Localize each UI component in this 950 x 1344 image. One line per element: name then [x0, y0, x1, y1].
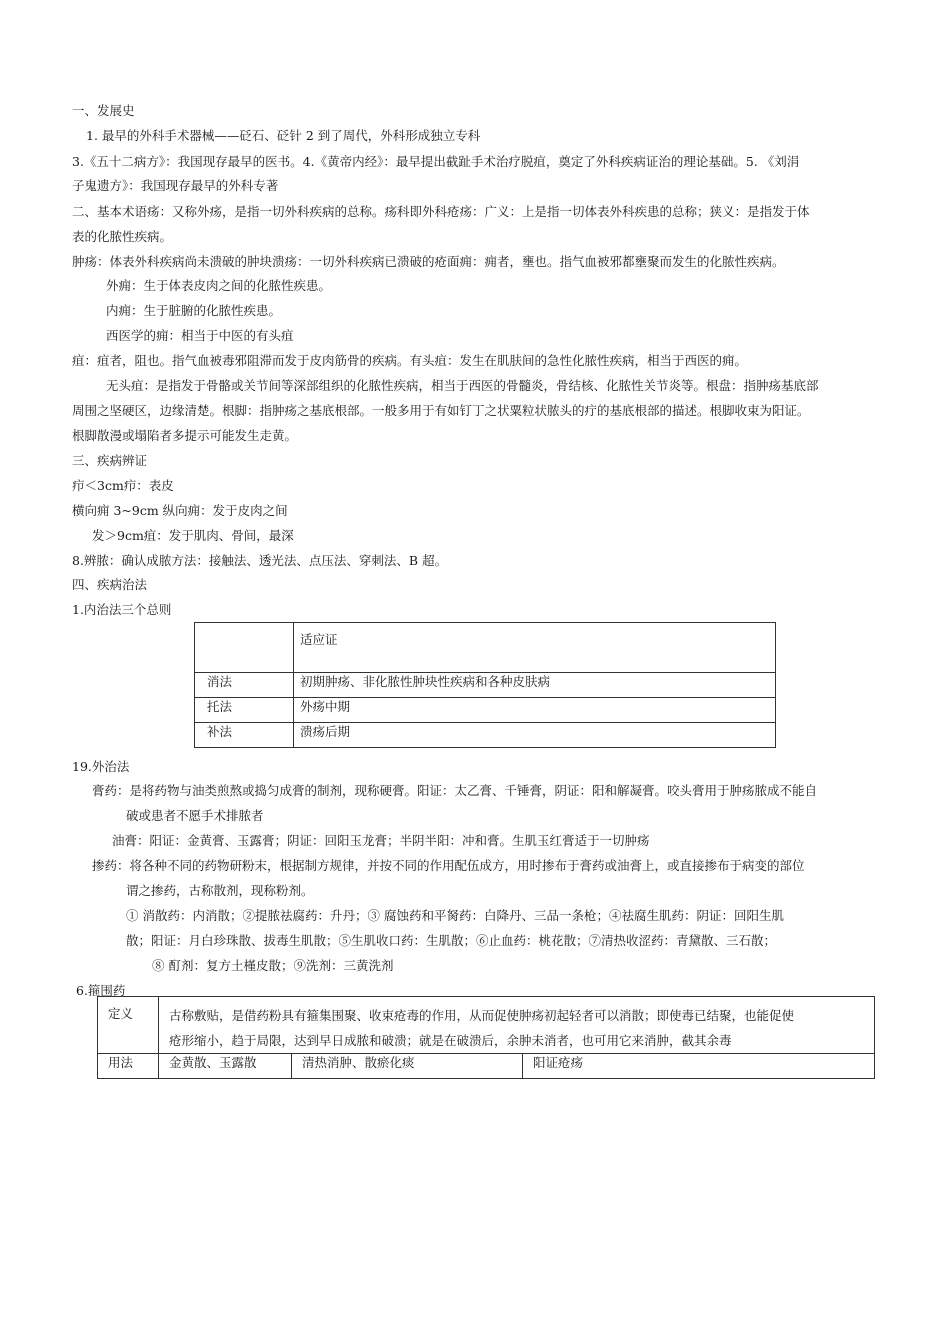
- table-cell: 消法: [195, 673, 294, 698]
- heading-diagnosis: 三、疾病辨证: [72, 453, 148, 468]
- text-line: 西医学的痈：相当于中医的有头疽: [106, 328, 294, 343]
- table-cell: 外疡中期: [294, 698, 776, 723]
- text-line: 谓之掺药，古称散剂，现称粉剂。: [126, 883, 314, 898]
- internal-treatment-table: [194, 622, 776, 748]
- table-cell: 阳证疮疡: [523, 1054, 875, 1079]
- table-cell: 金黄散、玉露散: [159, 1054, 292, 1079]
- definition-line: 疮形缩小，趋于局限，达到早日成脓和破溃；就是在破溃后，余肿未消者，也可用它来消肿，截其余毒: [169, 1033, 732, 1048]
- table-cell: 补法: [195, 723, 294, 748]
- heading-internal-treatment: 1.内治法三个总则: [72, 602, 172, 617]
- table-cell: 用法: [98, 1054, 159, 1079]
- text-line: 横向痈 3~9cm 纵向痈：发于皮肉之间: [72, 503, 288, 518]
- text-line: ⑧ 酊剂：复方土槿皮散；⑨洗剂：三黄洗剂: [152, 958, 394, 973]
- text-line: 周围之坚硬区，边缘清楚。根脚：指肿疡之基底根部。一般多用于有如钉丁之状粟粒状脓头的疔的基底根部的描述。根脚收束为阳证。: [72, 403, 810, 418]
- text-line: ① 消散药：内消散；②提脓祛腐药：升丹；③ 腐蚀药和平胬药：白降丹、三品一条枪；④祛腐生肌药：阴证：回阳生肌: [126, 908, 784, 923]
- table-header-cell: [195, 623, 294, 673]
- text-line: 无头疽：是指发于骨骼或关节间等深部组织的化脓性疾病，相当于西医的骨髓炎，骨结核、化脓性关节炎等。根盘：指肿疡基底部: [106, 378, 819, 393]
- heading-external-treatment: 19.外治法: [72, 759, 130, 774]
- table-cell: 清热消肿、散瘀化痰: [292, 1054, 523, 1079]
- text-line: 内痈：生于脏腑的化脓性疾患。: [106, 303, 282, 318]
- text-line: 疽：疽者，阻也。指气血被毒邪阻滞而发于皮肉筋骨的疾病。有头疽：发生在肌肤间的急性化脓性疾病，相当于西医的痈。: [72, 353, 748, 368]
- heading-treatment: 四、疾病治法: [72, 577, 148, 592]
- table-cell: 托法: [195, 698, 294, 723]
- table-cell: [159, 997, 875, 1054]
- text-line: 油膏：阳证：金黄膏、玉露膏；阴证：回阳玉龙膏；半阴半阳：冲和膏。生肌玉红膏适于一切肿疡: [112, 833, 650, 848]
- text-line: 膏药：是将药物与油类煎熬或捣匀成膏的制剂，现称硬膏。阳证：太乙膏、千锤膏，阴证：阳和解凝膏。咬头膏用于肿疡脓成不能自: [92, 783, 818, 798]
- definition-line: 古称敷贴，是借药粉具有箍集围聚、收束疮毒的作用，从而促使肿疡初起轻者可以消散；即使毒已结聚，也能促使: [169, 1008, 795, 1023]
- heading-history: 一、发展史: [72, 103, 135, 118]
- text-line: 1. 最早的外科手术器械——砭石、砭针 2 到了周代，外科形成独立专科: [86, 128, 481, 143]
- text-line: 肿疡：体表外科疾病尚未溃破的肿块溃疡：一切外科疾病已溃破的疮面痈：痈者，壅也。指气血被邪都壅聚而发生的化脓性疾病。: [72, 254, 785, 269]
- text-line: 外痈：生于体表皮肉之间的化脓性疾患。: [106, 278, 332, 293]
- table-cell: 定义: [98, 997, 159, 1054]
- text-line: 根脚散漫或塌陷者多提示可能发生走黄。: [72, 428, 298, 443]
- table-cell: 溃疡后期: [294, 723, 776, 748]
- text-line: 破或患者不愿手术排脓者: [126, 808, 264, 823]
- text-line: 8.辨脓：确认成脓方法：接触法、透光法、点压法、穿刺法、B 超。: [72, 553, 448, 568]
- text-line: 散；阳证：月白珍珠散、拔毒生肌散；⑤生肌收口药：生肌散；⑥止血药：桃花散；⑦清热收涩药：青黛散、三石散；: [126, 933, 777, 948]
- text-line: 疖＜3cm疖：表皮: [72, 478, 174, 493]
- heading-encircling-medicine: 6.箍围药: [76, 983, 126, 998]
- table-header-cell: 适应证: [294, 623, 776, 673]
- encircling-medicine-table: [97, 996, 875, 1079]
- heading-terms: 二、基本术语疡：又称外疡，是指一切外科疾病的总称。疡科即外科疮疡：广义：上是指一切体表外科疾患的总称；狭义：是指发于体: [72, 204, 810, 219]
- text-line: 3.《五十二病方》：我国现存最早的医书。4.《黄帝内经》：最早提出截趾手术治疗脱疽，奠定了外科疾病证治的理论基础。5. 《刘涓: [72, 154, 800, 169]
- text-line: 掺药：将各种不同的药物研粉末，根据制方规律，并按不同的作用配伍成方，用时掺布于膏药或油膏上，或直接掺布于病变的部位: [92, 858, 805, 873]
- text-line: 表的化脓性疾病。: [72, 229, 173, 244]
- text-line: 发＞9cm疽：发于肌肉、骨间，最深: [92, 528, 294, 543]
- table-cell: 初期肿疡、非化脓性肿块性疾病和各种皮肤病: [294, 673, 776, 698]
- text-line: 子鬼遗方》：我国现存最早的外科专著: [72, 178, 279, 193]
